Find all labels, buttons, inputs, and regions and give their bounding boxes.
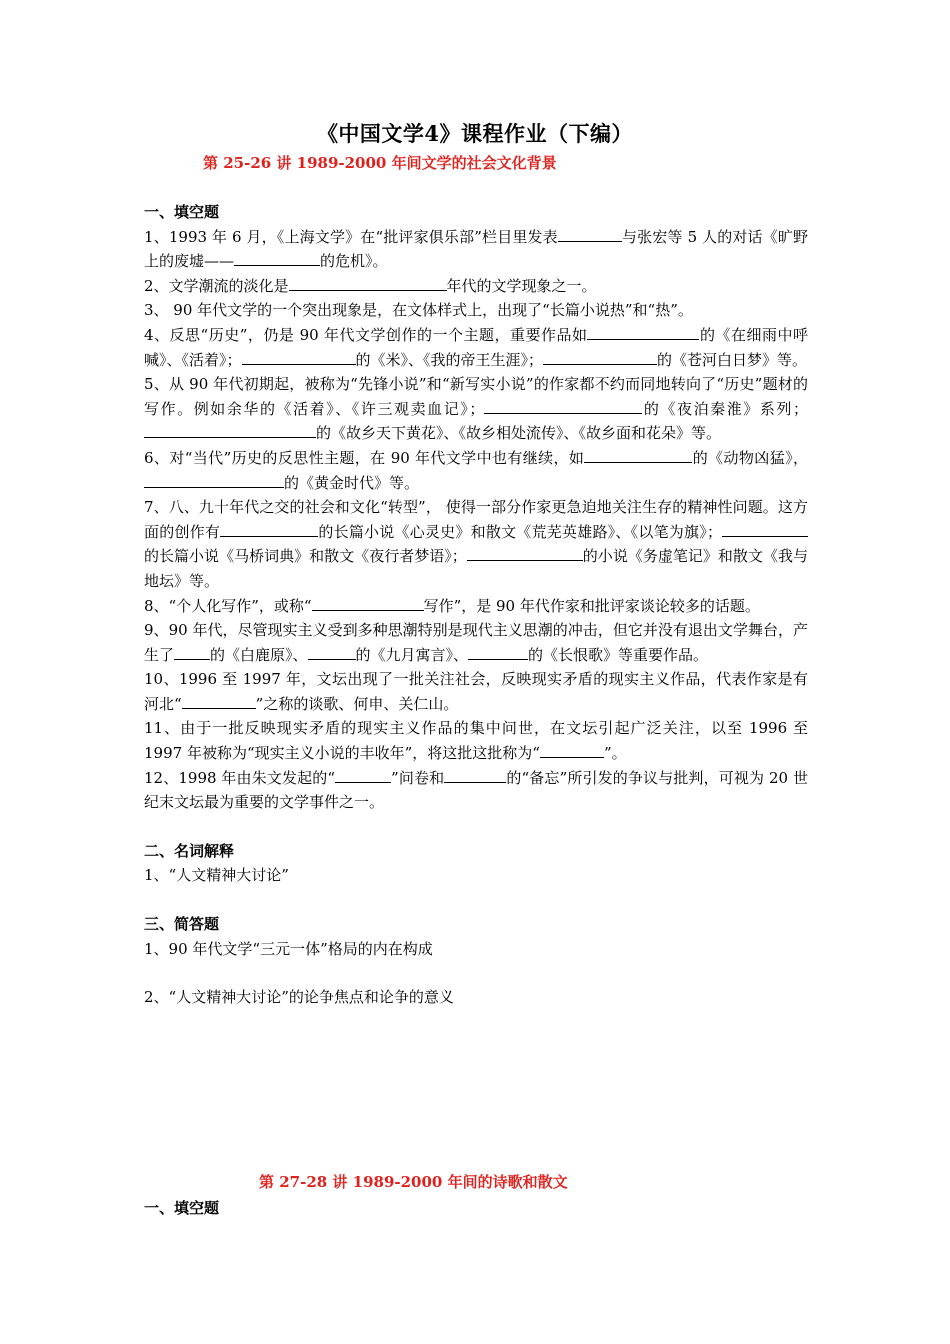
question-4: 4、反思“历史”，仍是 90 年代文学创作的一个主题，重要作品如 的《在细雨中呼喊》、《活着》； 的《米》、《我的帝王生涯》； 的《苍河白日梦》等。 xyxy=(144,325,808,369)
answer-blank xyxy=(289,275,447,291)
lecture-27-28-body xyxy=(144,1196,808,1221)
answer-blank xyxy=(182,693,256,709)
answer-blank xyxy=(444,767,506,783)
section-heading-terms: 二、名词解释 xyxy=(144,841,235,860)
answer-blank xyxy=(558,226,622,242)
question-8: 8、“个人化写作”，或称“ 写作”，是 90 年代作家和批评家谈论较多的话题。 xyxy=(144,596,760,615)
lecture-heading-25-26: 第 25-26 讲 1989-2000 年间文学的社会文化背景 xyxy=(203,154,557,172)
section-heading-fill-blanks-2: 一、填空题 xyxy=(144,1199,220,1217)
question-9: 9、90 年代，尽管现实主义受到多种思潮特别是现代主义思潮的冲击，但它并没有退出文学舞台，产生了 的《白鹿原》、 的《九月寓言》、 的《长恨歌》等重要作品。 xyxy=(144,621,808,664)
lecture-heading-27-28: 第 27-28 讲 1989-2000 年间的诗歌和散文 xyxy=(259,1173,568,1191)
answer-blank xyxy=(468,644,528,660)
short-answer-2: 2、“人文精神大讨论”的论争焦点和论争的意义 xyxy=(144,988,454,1007)
answer-blank xyxy=(174,644,210,660)
answer-blank xyxy=(587,324,699,340)
question-1: 1、1993 年 6 月，《上海文学》在“批评家俱乐部”栏目里发表 与张宏等 5 人的对话《旷野上的废墟—— 的危机》。 xyxy=(144,227,808,271)
question-2: 2、文学潮流的淡化是 年代的文学现象之一。 xyxy=(144,276,597,295)
answer-blank xyxy=(722,521,808,537)
answer-blank xyxy=(543,349,657,365)
question-5: 5、从 90 年代初期起，被称为“先锋小说”和“新写实小说”的作家都不约而同地转向了“历史”题材的写作。例如余华的《活着》、《许三观卖血记》； 的《夜泊秦淮》系列；的《故乡天下黄花》、《故乡相处流传》、《故乡面和花朵》等。 xyxy=(144,375,808,443)
question-10: 10、1996 至 1997 年，文坛出现了一批关注社会，反映现实矛盾的现实主义作品，代表作家是有河北“ ”之称的谈歌、何申、关仁山。 xyxy=(144,670,808,713)
section-heading-fill-blanks: 一、填空题 xyxy=(144,203,220,221)
answer-blank xyxy=(540,742,604,758)
short-answer-1: 1、90 年代文学“三元一体”格局的内在构成 xyxy=(144,939,433,958)
answer-blank xyxy=(484,398,642,414)
answer-blank xyxy=(242,349,356,365)
answer-blank xyxy=(308,644,356,660)
answer-blank xyxy=(144,422,316,438)
section-heading-short-answer: 三、简答题 xyxy=(144,915,220,934)
question-3: 3、 90 年代文学的一个突出现象是，在文体样式上，出现了“长篇小说热”和“热”。 xyxy=(144,301,693,320)
answer-blank xyxy=(220,521,318,537)
answer-blank xyxy=(467,545,583,561)
answer-blank xyxy=(234,250,320,266)
lecture-25-26-body xyxy=(144,200,808,1010)
question-7: 7、八、九十年代之交的社会和文化“转型”， 使得一部分作家更急迫地关注生存的精神性问题。这方面的创作有 的长篇小说《心灵史》和散文《荒芜英雄路》、《以笔为旗》；的长篇小说《马桥词典》和散文《夜行者梦语》； 的小说《务虚笔记》和散文《我与地坛》等。 xyxy=(144,498,808,590)
question-6: 6、对“当代”历史的反思性主题，在 90 年代文学中也有继续，如 的《动物凶猛》，的《黄金时代》等。 xyxy=(144,448,808,492)
answer-blank xyxy=(584,447,692,463)
answer-blank xyxy=(144,472,284,488)
term-item-1: 1、“人文精神大讨论” xyxy=(144,866,289,885)
document-title: 《中国文学4》课程作业（下编） xyxy=(316,121,634,146)
question-12: 12、1998 年由朱文发起的“ ”问卷和 的“备忘”所引发的争议与批判，可视为 20 世纪末文坛最为重要的文学事件之一。 xyxy=(144,768,808,812)
question-11: 11、由于一批反映现实矛盾的现实主义作品的集中问世，在文坛引起广泛关注，以至 1996 至 1997 年被称为“现实主义小说的丰收年”，将这批这批称为“ ”。 xyxy=(144,719,808,763)
answer-blank xyxy=(312,595,424,611)
answer-blank xyxy=(335,767,391,783)
